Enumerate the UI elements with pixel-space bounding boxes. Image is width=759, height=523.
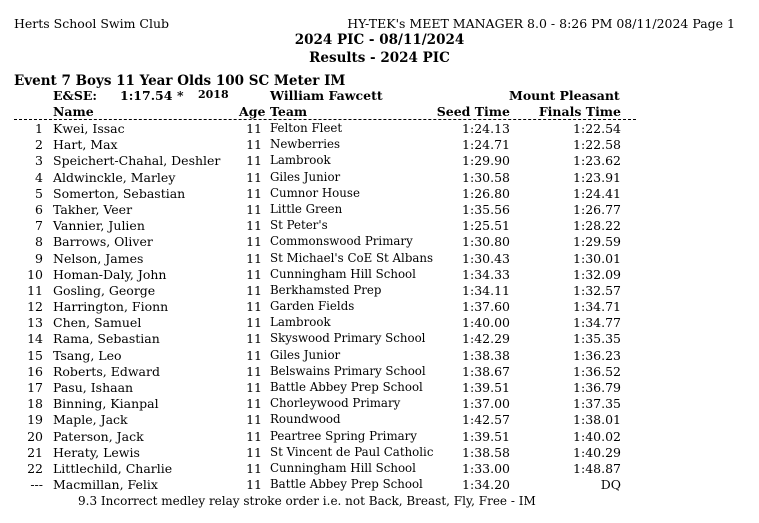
cell-age: 11 [246,412,262,428]
table-row [0,186,759,202]
cell-seed-time: 1:40.00 [462,315,510,331]
cell-age: 11 [246,153,262,169]
cell-finals-time: 1:32.09 [573,266,621,282]
cell-seed-time: 1:42.57 [462,412,510,428]
cell-name: Barrows, Oliver [53,234,153,250]
cell-seed-time: 1:26.80 [462,185,510,201]
cell-place: 15 [27,347,43,363]
cell-name: Nelson, James [53,250,144,266]
cell-age: 11 [246,299,262,315]
table-row [0,153,759,169]
cell-age: 11 [246,380,262,395]
cell-seed-time: 1:39.51 [462,380,510,395]
cell-team: St Peter's [270,218,328,233]
cell-age: 11 [246,250,262,266]
cell-seed-time: 1:30.43 [462,250,510,266]
cell-finals-time: 1:22.58 [573,137,621,153]
cell-age: 11 [246,477,262,493]
cell-place: 10 [27,266,43,282]
cell-team: St Vincent de Paul Catholic [270,444,434,459]
cell-age: 11 [246,347,262,363]
table-row [0,202,759,218]
cell-name: Macmillan, Felix [53,477,158,493]
table-row [0,170,759,186]
cell-team: Commonswood Primary [270,234,413,249]
table-row [0,234,759,250]
cell-team: Felton Fleet [270,121,343,135]
cell-finals-time: 1:23.62 [573,153,621,169]
cell-age: 11 [246,137,262,153]
cell-name: Maple, Jack [53,412,128,428]
cell-finals-time: 1:40.29 [573,444,621,460]
results-subtitle: Results - 2024 PIC [309,50,450,66]
cell-age: 11 [246,444,262,460]
table-row [0,445,759,461]
cell-seed-time: 1:37.00 [462,396,510,412]
cell-finals-time: 1:36.79 [573,380,621,395]
column-header-finals-time: Finals Time [538,104,621,119]
cell-team: Little Green [270,201,343,216]
cell-seed-time: 1:38.58 [462,444,510,460]
cell-seed-time: 1:30.80 [462,234,510,250]
header-rule [14,119,636,120]
cell-place: 19 [27,412,43,428]
cell-finals-time: 1:34.77 [573,315,621,331]
column-header-seed-time: Seed Time [436,104,510,119]
cell-finals-time: 1:34.71 [573,299,621,315]
cell-team: Roundwood [270,412,341,427]
cell-finals-time: 1:24.41 [573,185,621,201]
cell-age: 11 [246,331,262,347]
cell-place: 13 [27,315,43,331]
cell-name: Heraty, Lewis [53,444,140,460]
cell-place: 7 [35,218,43,234]
cell-seed-time: 1:33.00 [462,460,510,476]
cell-team: Newberries [270,137,341,152]
cell-place: 14 [27,331,43,347]
cell-team: Battle Abbey Prep School [270,477,423,492]
cell-age: 11 [246,428,262,444]
cell-age: 11 [246,121,262,136]
cell-finals-time: 1:22.54 [573,121,621,136]
cell-finals-time: DQ [600,477,621,493]
table-row [0,283,759,299]
cell-age: 11 [246,363,262,379]
cell-age: 11 [246,185,262,201]
table-row [0,412,759,428]
cell-name: Takher, Veer [53,201,133,217]
cell-team: Cunningham Hill School [270,266,416,281]
cell-team: Battle Abbey Prep School [270,380,423,394]
cell-finals-time: 1:38.01 [573,412,621,428]
cell-place: 11 [27,282,43,298]
cell-name: Binning, Kianpal [53,396,159,412]
cell-age: 11 [246,282,262,298]
table-row [0,396,759,412]
table-row [0,121,759,137]
cell-seed-time: 1:25.51 [462,218,510,234]
column-header-age: Age [239,104,266,119]
cell-age: 11 [246,460,262,476]
record-holder: William Fawcett [270,88,383,103]
table-row [0,218,759,234]
cell-finals-time: 1:36.52 [573,363,621,379]
record-team: Mount Pleasant [509,88,620,103]
cell-name: Kwei, Issac [53,121,125,136]
cell-name: Aldwinckle, Marley [53,169,176,185]
cell-team: St Michael's CoE St Albans [270,250,434,265]
cell-name: Homan-Daly, John [53,266,167,282]
cell-name: Harrington, Fionn [53,299,169,315]
dq-note: 9.3 Incorrect medley relay stroke order i.e. not Back, Breast, Fly, Free - IM [78,494,536,508]
cell-finals-time: 1:37.35 [573,396,621,412]
cell-place: 22 [27,460,43,476]
cell-age: 11 [246,218,262,234]
cell-team: Belswains Primary School [270,363,426,378]
cell-team: Cunningham Hill School [270,460,416,475]
cell-team: Peartree Spring Primary [270,428,417,443]
club-name: Herts School Swim Club [14,16,170,31]
cell-name: Littlechild, Charlie [53,460,173,476]
cell-place: 4 [35,169,43,185]
cell-age: 11 [246,234,262,250]
cell-team: Giles Junior [270,347,341,362]
cell-team: Skyswood Primary School [270,331,426,346]
cell-finals-time: 1:32.57 [573,282,621,298]
cell-seed-time: 1:37.60 [462,299,510,315]
cell-age: 11 [246,169,262,185]
cell-name: Chen, Samuel [53,315,142,331]
cell-seed-time: 1:24.71 [462,137,510,153]
event-title: Event 7 Boys 11 Year Olds 100 SC Meter IM [14,73,346,89]
table-row [0,315,759,331]
cell-name: Rama, Sebastian [53,331,160,347]
record-label: E&SE: [53,88,97,103]
table-row [0,267,759,283]
table-row [0,137,759,153]
table-row [0,348,759,364]
cell-name: Pasu, Ishaan [53,380,134,395]
cell-place: 8 [35,234,43,250]
record-marker: * [177,88,184,103]
cell-finals-time: 1:29.59 [573,234,621,250]
cell-finals-time: 1:36.23 [573,347,621,363]
cell-place: 16 [27,363,43,379]
cell-team: Chorleywood Primary [270,396,401,411]
table-row [0,380,759,396]
table-row [0,429,759,445]
cell-age: 11 [246,201,262,217]
cell-team: Giles Junior [270,169,341,184]
cell-age: 11 [246,315,262,331]
cell-seed-time: 1:34.33 [462,266,510,282]
cell-seed-time: 1:29.90 [462,153,510,169]
cell-age: 11 [246,396,262,412]
cell-place: 12 [27,299,43,315]
cell-name: Tsang, Leo [53,347,122,363]
cell-finals-time: 1:35.35 [573,331,621,347]
cell-place: 5 [35,185,43,201]
cell-place: 2 [35,137,43,153]
cell-name: Gosling, George [53,282,156,298]
column-header-name: Name [53,104,94,119]
table-row [0,477,759,493]
cell-team: Garden Fields [270,299,355,314]
cell-name: Paterson, Jack [53,428,144,444]
table-row [0,331,759,347]
table-row [0,299,759,315]
cell-place: 1 [35,121,43,136]
cell-name: Speichert-Chahal, Deshler [53,153,221,169]
cell-seed-time: 1:30.58 [462,169,510,185]
table-row [0,461,759,477]
software-timestamp: HY-TEK's MEET MANAGER 8.0 - 8:26 PM 08/11/2024 Page 1 [347,16,735,31]
record-time: 1:17.54 [120,88,173,103]
cell-place: 9 [35,250,43,266]
cell-finals-time: 1:30.01 [573,250,621,266]
results-table [0,121,759,493]
cell-team: Cumnor House [270,185,360,200]
cell-finals-time: 1:40.02 [573,428,621,444]
cell-name: Somerton, Sebastian [53,185,186,201]
table-row [0,251,759,267]
record-year: 2018 [198,88,229,101]
cell-finals-time: 1:48.87 [573,460,621,476]
meet-title: 2024 PIC - 08/11/2024 [294,32,465,48]
cell-seed-time: 1:39.51 [462,428,510,444]
cell-place: 3 [35,153,43,169]
cell-place: 17 [27,380,43,395]
cell-seed-time: 1:24.13 [462,121,510,136]
cell-seed-time: 1:34.20 [462,477,510,493]
cell-team: Lambrook [270,315,331,330]
column-header-team: Team [270,104,308,119]
cell-seed-time: 1:38.38 [462,347,510,363]
cell-name: Vannier, Julien [53,218,145,234]
cell-place: 6 [35,201,43,217]
cell-seed-time: 1:34.11 [462,282,510,298]
cell-finals-time: 1:23.91 [573,169,621,185]
cell-finals-time: 1:26.77 [573,201,621,217]
cell-place: 20 [27,428,43,444]
cell-place: 21 [27,444,43,460]
cell-seed-time: 1:42.29 [462,331,510,347]
cell-team: Berkhamsted Prep [270,282,382,297]
table-row [0,364,759,380]
cell-seed-time: 1:38.67 [462,363,510,379]
cell-team: Lambrook [270,153,331,168]
cell-age: 11 [246,266,262,282]
cell-place: --- [30,477,43,493]
cell-name: Roberts, Edward [53,363,160,379]
cell-seed-time: 1:35.56 [462,201,510,217]
cell-place: 18 [27,396,43,412]
cell-name: Hart, Max [53,137,118,153]
cell-finals-time: 1:28.22 [573,218,621,234]
